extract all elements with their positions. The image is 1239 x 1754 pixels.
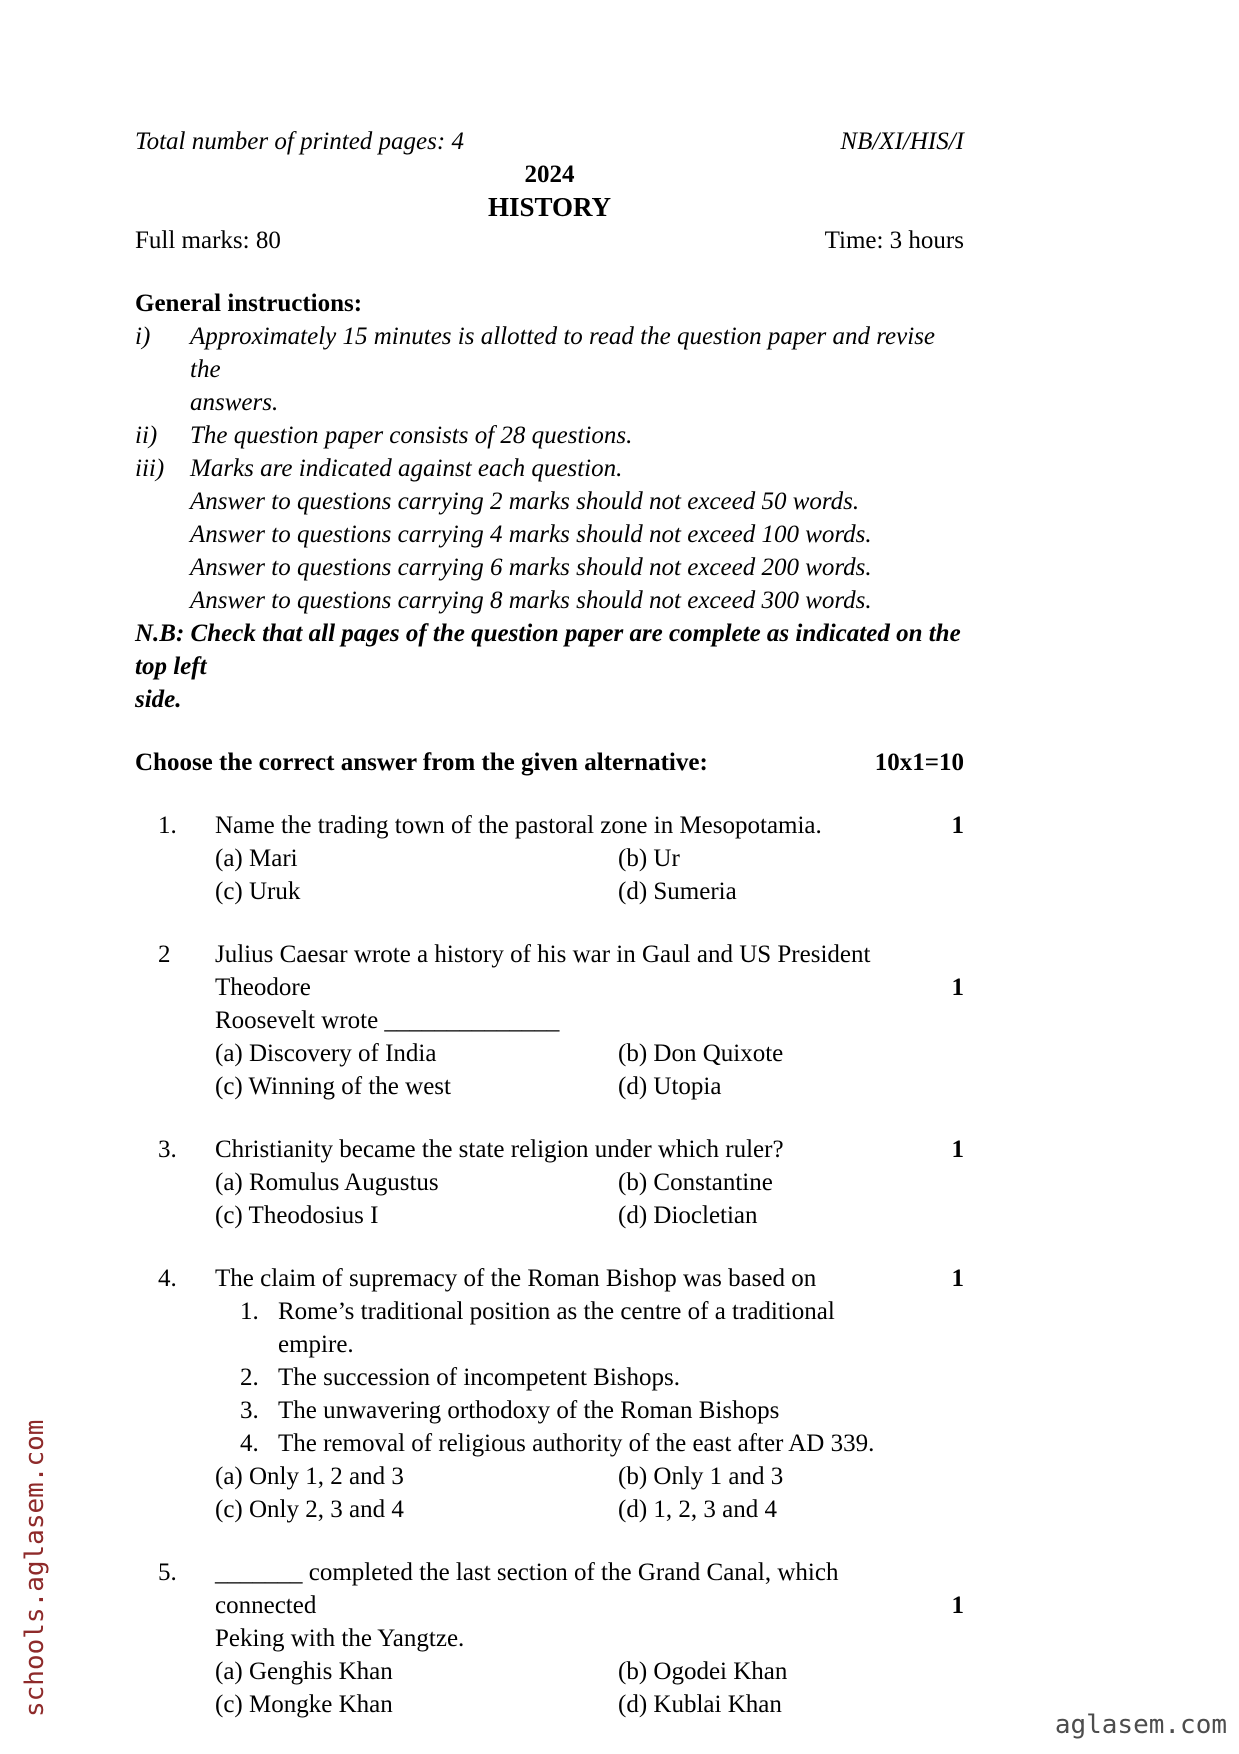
nb-line: side. <box>135 686 182 713</box>
nb-line: N.B: Check that all pages of the question paper are complete as indicated on the top left <box>135 620 961 680</box>
statement-number: 1. <box>240 1298 259 1325</box>
instruction-item <box>135 518 964 551</box>
bottom-right-watermark: aglasem.com <box>1054 1710 1227 1740</box>
instruction-text: Answer to questions carrying 2 marks should not exceed 50 words. <box>190 488 860 515</box>
options <box>215 1037 916 1103</box>
option-a: (a) Genghis Khan <box>215 1658 393 1685</box>
subject-title: HISTORY <box>487 192 612 222</box>
statement-number: 4. <box>240 1430 259 1457</box>
question-marks: 1 <box>951 974 964 1001</box>
section-heading-row <box>135 746 964 779</box>
statement-number: 3. <box>240 1397 259 1424</box>
question-2 <box>135 938 964 1103</box>
options <box>215 1655 916 1721</box>
question-text: The claim of supremacy of the Roman Bishop was based on <box>215 1265 817 1292</box>
time-allowed: Time: 3 hours <box>824 227 964 254</box>
option-b: (b) Constantine <box>618 1169 773 1196</box>
instruction-line: answers. <box>190 389 279 416</box>
option-c: (c) Only 2, 3 and 4 <box>215 1496 404 1523</box>
statement-item <box>215 1394 916 1427</box>
option-b: (b) Don Quixote <box>618 1040 784 1067</box>
options <box>215 842 916 908</box>
instruction-item <box>135 320 964 419</box>
question-number: 5. <box>158 1559 177 1586</box>
question-text: Roosevelt wrote ______________ <box>215 1007 560 1034</box>
option-d: (d) Diocletian <box>618 1202 758 1229</box>
option-c: (c) Mongke Khan <box>215 1691 393 1718</box>
option-b: (b) Ur <box>618 845 680 872</box>
option-c: (c) Uruk <box>215 878 301 905</box>
question-5 <box>135 1556 964 1721</box>
question-text: Name the trading town of the pastoral zone in Mesopotamia. <box>215 812 822 839</box>
statement-text: The succession of incompetent Bishops. <box>278 1364 681 1391</box>
option-d: (d) Sumeria <box>618 878 737 905</box>
question-4 <box>135 1262 964 1526</box>
options <box>215 1166 916 1232</box>
instruction-item <box>135 419 964 452</box>
options <box>215 1460 916 1526</box>
instruction-label <box>135 584 190 617</box>
instruction-text: Answer to questions carrying 6 marks should not exceed 200 words. <box>190 554 872 581</box>
option-d: (d) 1, 2, 3 and 4 <box>618 1496 777 1523</box>
question-body <box>215 938 916 1103</box>
left-vertical-watermark: schools.aglasem.com <box>20 1419 50 1717</box>
pages-note: Total number of printed pages: 4 <box>135 128 464 155</box>
instruction-text <box>190 320 964 419</box>
question-marks: 1 <box>951 812 964 839</box>
marks-time-row <box>135 224 964 257</box>
marks-scheme: 10x1=10 <box>874 749 964 776</box>
nb-note <box>135 617 964 716</box>
general-instructions <box>135 287 964 716</box>
question-text: _______ completed the last section of the Grand Canal, which connected <box>215 1559 839 1619</box>
question-text: Julius Caesar wrote a history of his war in Gaul and US President Theodore <box>215 941 871 1001</box>
instruction-label: ii) <box>135 422 158 449</box>
question-body <box>215 1262 916 1526</box>
instruction-text: Answer to questions carrying 8 marks should not exceed 300 words. <box>190 587 872 614</box>
paper-code: NB/XI/HIS/I <box>840 128 964 155</box>
year-title: 2024 <box>524 161 575 188</box>
statement-text: Rome’s traditional position as the centre of a traditional empire. <box>278 1298 835 1358</box>
question-body <box>215 1133 916 1232</box>
instruction-label: i) <box>135 323 151 350</box>
option-d: (d) Kublai Khan <box>618 1691 782 1718</box>
question-number: 4. <box>158 1265 177 1292</box>
question-text: Peking with the Yangtze. <box>215 1625 465 1652</box>
instruction-label <box>135 485 190 518</box>
instruction-item <box>135 452 964 485</box>
instruction-label: iii) <box>135 455 165 482</box>
instruction-line: Approximately 15 minutes is allotted to read the question paper and revise the <box>190 323 936 383</box>
question-marks: 1 <box>951 1592 964 1619</box>
option-b: (b) Only 1 and 3 <box>618 1463 784 1490</box>
instruction-item <box>135 584 964 617</box>
option-a: (a) Mari <box>215 845 298 872</box>
statement-item <box>215 1361 916 1394</box>
question-number: 3. <box>158 1136 177 1163</box>
question-marks: 1 <box>951 1265 964 1292</box>
question-number: 2 <box>158 941 171 968</box>
option-a: (a) Romulus Augustus <box>215 1169 439 1196</box>
option-a: (a) Only 1, 2 and 3 <box>215 1463 404 1490</box>
option-b: (b) Ogodei Khan <box>618 1658 788 1685</box>
option-c: (c) Winning of the west <box>215 1073 451 1100</box>
full-marks: Full marks: 80 <box>135 227 281 254</box>
question-number: 1. <box>158 812 177 839</box>
statement-item <box>215 1295 916 1361</box>
section-heading: Choose the correct answer from the given alternative: <box>135 749 708 776</box>
instruction-text: The question paper consists of 28 questions. <box>190 422 633 449</box>
instruction-text: Marks are indicated against each question. <box>190 455 623 482</box>
statement-text: The unwavering orthodoxy of the Roman Bishops <box>278 1397 780 1424</box>
question-body <box>215 1556 916 1721</box>
question-body <box>215 809 916 908</box>
instruction-item <box>135 485 964 518</box>
question-3 <box>135 1133 964 1232</box>
statement-item <box>215 1427 916 1460</box>
question-text: Christianity became the state religion under which ruler? <box>215 1136 784 1163</box>
option-c: (c) Theodosius I <box>215 1202 379 1229</box>
instructions-heading: General instructions: <box>135 290 363 317</box>
question-marks: 1 <box>951 1136 964 1163</box>
option-d: (d) Utopia <box>618 1073 722 1100</box>
option-a: (a) Discovery of India <box>215 1040 437 1067</box>
instruction-label <box>135 518 190 551</box>
instruction-text: Answer to questions carrying 4 marks should not exceed 100 words. <box>190 521 872 548</box>
instruction-label <box>135 551 190 584</box>
question-1 <box>135 809 964 908</box>
instruction-item <box>135 551 964 584</box>
header-top-row <box>135 125 964 158</box>
statement-text: The removal of religious authority of the east after AD 339. <box>278 1430 875 1457</box>
statement-number: 2. <box>240 1364 259 1391</box>
